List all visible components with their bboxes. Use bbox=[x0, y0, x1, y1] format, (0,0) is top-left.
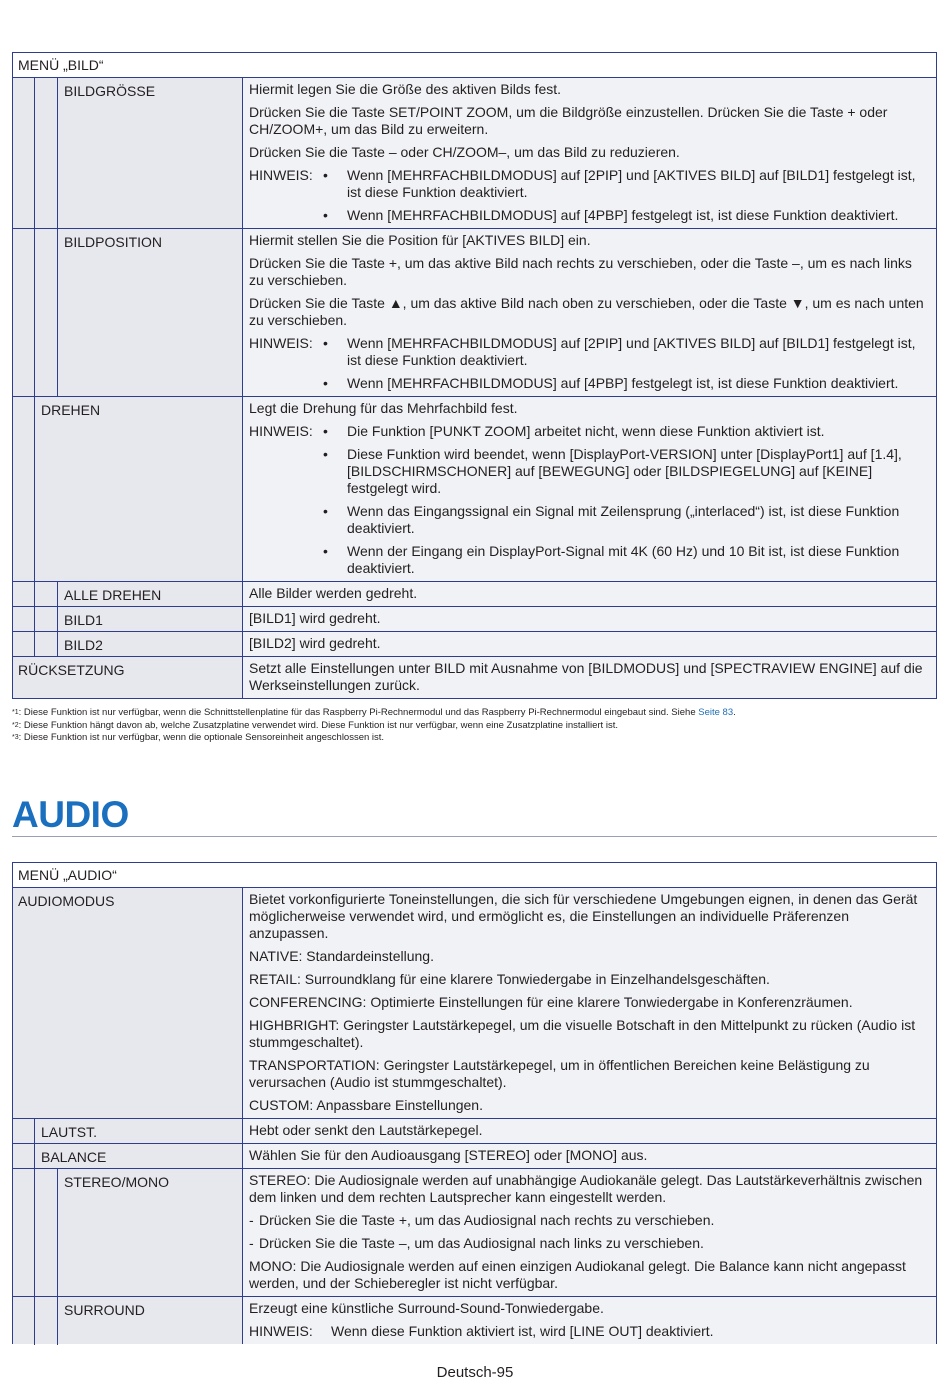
row-label-bildposition: BILDPOSITION bbox=[64, 234, 163, 250]
page-reference-link[interactable]: Seite 83 bbox=[698, 707, 734, 718]
description-text: Hebt oder senkt den Lautstärkepegel. bbox=[249, 1122, 483, 1138]
description-text: Hiermit stellen Sie die Position für [AKTIVES BILD] ein. bbox=[249, 232, 591, 248]
description-text: Alle Bilder werden gedreht. bbox=[249, 585, 418, 601]
dash-marker: - bbox=[249, 1235, 254, 1251]
row-label-alle-drehen: ALLE DREHEN bbox=[64, 587, 162, 603]
bullet-icon: • bbox=[323, 167, 328, 183]
row-label-cell bbox=[13, 607, 243, 631]
row-content-cell bbox=[243, 1297, 936, 1344]
bullet-icon: • bbox=[323, 423, 328, 439]
description-text: Hiermit legen Sie die Größe des aktiven Bilds fest. bbox=[249, 81, 562, 97]
description-text: Setzt alle Einstellungen unter BILD mit Ausnahme von [BILDMODUS] und [SPECTRAVIEW ENGINE] auf die Werkseinstellungen zurück. bbox=[249, 660, 923, 693]
note-list bbox=[323, 423, 930, 577]
row-label-bild2: BILD2 bbox=[64, 637, 103, 653]
row-label-audiomodus: AUDIOMODUS bbox=[18, 893, 115, 909]
row-label-cell bbox=[13, 888, 243, 1118]
table-row-ruecksetzung bbox=[13, 656, 936, 698]
row-label-stereo-mono: STEREO/MONO bbox=[64, 1174, 170, 1190]
description-text: [BILD2] wird gedreht. bbox=[249, 635, 381, 651]
table-row-stereo-mono bbox=[13, 1168, 936, 1296]
bullet-icon: • bbox=[323, 503, 328, 519]
section-divider bbox=[12, 836, 937, 837]
row-label-bild1: BILD1 bbox=[64, 612, 103, 628]
row-label-cell bbox=[13, 229, 243, 396]
bullet-icon: • bbox=[323, 207, 328, 223]
description-text: CUSTOM: Anpassbare Einstellungen. bbox=[249, 1097, 483, 1113]
row-content-cell bbox=[243, 397, 936, 581]
description-text: Drücken Sie die Taste – oder CH/ZOOM–, um das Bild zu reduzieren. bbox=[249, 144, 680, 160]
note-list bbox=[323, 335, 930, 392]
footnote-text: : Diese Funktion ist nur verfügbar, wenn die Schnittstellenplatine für das Raspberry Pi-Rechnermodul und das Raspberry Pi-Rechnermodul eingebaut sind. Siehe bbox=[18, 707, 699, 718]
table-row-bildgroesse bbox=[13, 78, 936, 228]
note-text: Wenn [MEHRFACHBILDMODUS] auf [4PBP] festgelegt ist, ist diese Funktion deaktiviert. bbox=[347, 375, 899, 391]
note-text: Wenn [MEHRFACHBILDMODUS] auf [4PBP] festgelegt ist, ist diese Funktion deaktiviert. bbox=[347, 207, 899, 223]
row-label-ruecksetzung: RÜCKSETZUNG bbox=[18, 662, 125, 678]
row-label-cell bbox=[13, 1169, 243, 1296]
description-text: Legt die Drehung für das Mehrfachbild fest. bbox=[249, 400, 518, 416]
table-row-audiomodus bbox=[13, 888, 936, 1118]
description-text: Wählen Sie für den Audioausgang [STEREO] oder [MONO] aus. bbox=[249, 1147, 648, 1163]
note-text: Wenn diese Funktion aktiviert ist, wird [LINE OUT] deaktiviert. bbox=[331, 1323, 714, 1339]
row-label-cell bbox=[13, 397, 243, 581]
row-label-cell bbox=[13, 582, 243, 606]
note-label: HINWEIS: bbox=[249, 335, 313, 351]
audio-menu-header: MENÜ „AUDIO“ bbox=[13, 863, 936, 888]
row-label-cell bbox=[13, 1144, 243, 1168]
table-row-bildposition bbox=[13, 228, 936, 396]
row-content-cell bbox=[243, 632, 936, 656]
row-label-surround: SURROUND bbox=[64, 1302, 145, 1318]
note-block bbox=[249, 167, 930, 224]
note-block bbox=[249, 1323, 930, 1340]
table-row-balance bbox=[13, 1143, 936, 1168]
note-list bbox=[323, 167, 930, 224]
note-item bbox=[323, 167, 930, 201]
footnote-marker: *3 bbox=[12, 734, 19, 741]
dash-item bbox=[249, 1212, 930, 1229]
description-text: HIGHBRIGHT: Geringster Lautstärkepegel, um die visuelle Botschaft in den Mittelpunkt zu rücken (Audio ist stummgeschaltet). bbox=[249, 1017, 916, 1050]
note-text: Wenn [MEHRFACHBILDMODUS] auf [2PIP] und [AKTIVES BILD] auf [BILD1] festgelegt ist, ist diese Funktion deaktiviert. bbox=[347, 335, 916, 368]
note-text: Wenn der Eingang ein DisplayPort-Signal mit 4K (60 Hz) und 10 Bit ist, ist diese Funktion deaktiviert. bbox=[347, 543, 900, 576]
note-item bbox=[323, 207, 930, 224]
row-label-cell bbox=[13, 657, 243, 698]
row-content-cell bbox=[243, 229, 936, 396]
row-content-cell bbox=[243, 582, 936, 606]
note-item bbox=[323, 446, 930, 497]
table-row-surround bbox=[13, 1296, 936, 1344]
note-item bbox=[323, 375, 930, 392]
description-text: CONFERENCING: Optimierte Einstellungen für eine klarere Tonwiedergabe in Konferenzräumen. bbox=[249, 994, 853, 1010]
bild-menu-table bbox=[12, 52, 937, 699]
bullet-icon: • bbox=[323, 335, 328, 351]
note-text: Diese Funktion wird beendet, wenn [DisplayPort-VERSION] unter [DisplayPort1] auf [1.4], [BILDSCHIRMSCHONER] auf [BEWEGUNG] oder [BILDSPIEGELUNG] auf [KEINE] festgelegt wird. bbox=[347, 446, 902, 496]
note-block bbox=[249, 335, 930, 392]
row-label-cell bbox=[13, 1119, 243, 1143]
description-text: Drücken Sie die Taste SET/POINT ZOOM, um die Bildgröße einzustellen. Drücken Sie die Taste + oder CH/ZOOM+, um das Bild zu erweitern. bbox=[249, 104, 888, 137]
note-text: Wenn das Eingangssignal ein Signal mit Zeilensprung („interlaced“) ist, ist diese Funktion deaktiviert. bbox=[347, 503, 900, 536]
row-label-balance: BALANCE bbox=[41, 1149, 107, 1165]
footnote-text: : Diese Funktion hängt davon ab, welche Zusatzplatine verwendet wird. Diese Funktion ist nur verfügbar, wenn eine Zusatzplatine installiert ist. bbox=[18, 719, 618, 731]
row-label-cell bbox=[13, 1297, 243, 1344]
description-text: STEREO: Die Audiosignale werden auf unabhängige Audiokanäle gelegt. Das Lautstärkeverhältnis zwischen dem linken und dem rechten Lautsprecher kann eingestellt werden. bbox=[249, 1172, 923, 1205]
bullet-icon: • bbox=[323, 446, 328, 462]
table-row-bild1 bbox=[13, 606, 936, 631]
footnote-2 bbox=[12, 720, 937, 733]
row-label-drehen: DREHEN bbox=[41, 402, 101, 418]
bullet-icon: • bbox=[323, 543, 328, 559]
dash-text: Drücken Sie die Taste +, um das Audiosignal nach rechts zu verschieben. bbox=[259, 1212, 715, 1228]
dash-item bbox=[249, 1235, 930, 1252]
description-text: [BILD1] wird gedreht. bbox=[249, 610, 381, 626]
row-label-cell bbox=[13, 78, 243, 228]
table-row-drehen bbox=[13, 396, 936, 581]
footnote-1 bbox=[12, 707, 937, 720]
dash-text: Drücken Sie die Taste –, um das Audiosignal nach links zu verschieben. bbox=[259, 1235, 704, 1251]
note-text: Wenn [MEHRFACHBILDMODUS] auf [2PIP] und [AKTIVES BILD] auf [BILD1] festgelegt ist, ist diese Funktion deaktiviert. bbox=[347, 167, 916, 200]
row-content-cell bbox=[243, 888, 936, 1118]
bild-menu-header: MENÜ „BILD“ bbox=[13, 53, 936, 78]
table-row-lautst bbox=[13, 1118, 936, 1143]
footnote-text: : Diese Funktion ist nur verfügbar, wenn die optionale Sensoreinheit angeschlossen ist. bbox=[18, 732, 385, 743]
note-label: HINWEIS: bbox=[249, 167, 313, 183]
row-label-lautst: LAUTST. bbox=[41, 1124, 98, 1140]
table-row-alle-drehen bbox=[13, 581, 936, 606]
footnote-marker: *1 bbox=[12, 709, 19, 716]
dash-marker: - bbox=[249, 1212, 254, 1228]
audio-menu-table bbox=[12, 862, 937, 1344]
row-content-cell bbox=[243, 78, 936, 228]
footnote-text-end: . bbox=[733, 707, 736, 718]
row-label-bildgroesse: BILDGRÖSSE bbox=[64, 83, 156, 99]
note-item bbox=[323, 503, 930, 537]
description-text: RETAIL: Surroundklang für eine klarere Tonwiedergabe in Einzelhandelsgeschäften. bbox=[249, 971, 770, 987]
table-row-bild2 bbox=[13, 631, 936, 656]
row-content-cell bbox=[243, 1119, 936, 1143]
row-content-cell bbox=[243, 1144, 936, 1168]
description-text: Drücken Sie die Taste +, um das aktive Bild nach rechts zu verschieben, oder die Taste –, um es nach links zu verschieben. bbox=[249, 255, 912, 288]
description-text: TRANSPORTATION: Geringster Lautstärkepegel, um in öffentlichen Bereichen keine Belästigung zu verursachen (Audio ist stummgeschaltet). bbox=[249, 1057, 870, 1090]
description-text: MONO: Die Audiosignale werden auf einen einzigen Audiokanal gelegt. Die Balance kann nicht angepasst werden, und der Schieberegler ist nicht verfügbar. bbox=[249, 1258, 906, 1291]
note-label: HINWEIS: bbox=[249, 1323, 313, 1339]
footnote-marker: *2 bbox=[12, 721, 19, 729]
note-text: Die Funktion [PUNKT ZOOM] arbeitet nicht, wenn diese Funktion aktiviert ist. bbox=[347, 423, 825, 439]
bullet-icon: • bbox=[323, 375, 328, 391]
note-item bbox=[323, 423, 930, 440]
description-text: Drücken Sie die Taste ▲, um das aktive Bild nach oben zu verschieben, oder die Taste ▼, um es nach unten zu verschieben. bbox=[249, 295, 924, 328]
footnote-3 bbox=[12, 732, 937, 745]
description-text: NATIVE: Standardeinstellung. bbox=[249, 948, 434, 964]
section-heading-audio: AUDIO bbox=[12, 794, 129, 835]
row-label-cell bbox=[13, 632, 243, 656]
row-content-cell bbox=[243, 657, 936, 698]
page-number: Deutsch-95 bbox=[436, 1364, 514, 1381]
note-item bbox=[323, 335, 930, 369]
note-item bbox=[323, 543, 930, 577]
row-content-cell bbox=[243, 607, 936, 631]
note-label: HINWEIS: bbox=[249, 423, 313, 439]
description-text: Bietet vorkonfigurierte Toneinstellungen, die sich für verschiedene Umgebungen eignen, in denen das Gerät möglicherweise verwendet wird, und ermöglicht es, die Einstellungen an individuelle Präferenzen anzupassen. bbox=[249, 891, 918, 941]
footnotes bbox=[12, 707, 937, 745]
note-block bbox=[249, 423, 930, 577]
row-content-cell bbox=[243, 1169, 936, 1296]
description-text: Erzeugt eine künstliche Surround-Sound-Tonwiedergabe. bbox=[249, 1300, 604, 1316]
